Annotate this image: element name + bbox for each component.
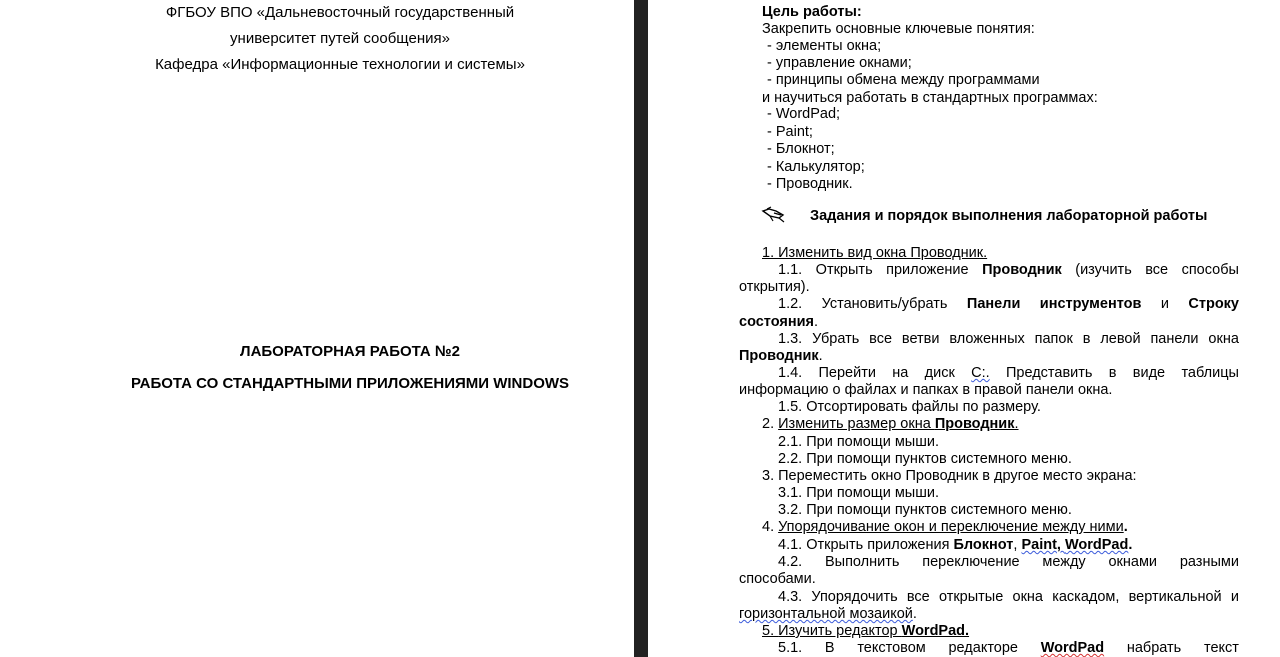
page-separator bbox=[634, 0, 648, 657]
university-name-line1: ФГБОУ ВПО «Дальневосточный государственный bbox=[165, 4, 515, 21]
task-5: 5. Изучить редактор WordPad. bbox=[762, 623, 970, 639]
task-2-1: 2.1. При помощи мыши. bbox=[778, 434, 939, 450]
task-4-1: 4.1. Открыть приложения Блокнот, Paint, WordPad. bbox=[778, 537, 1133, 553]
concept-item: - управление окнами; bbox=[767, 55, 912, 71]
task-1-2-cont: состояния. bbox=[739, 314, 818, 330]
task-5-1: 5.1. В текстовом редакторе WordPad набрать текст bbox=[778, 640, 1239, 656]
apps-intro: и научиться работать в стандартных программах: bbox=[762, 90, 1098, 106]
lab-subtitle: РАБОТА СО СТАНДАРТНЫМИ ПРИЛОЖЕНИЯМИ WINDOWS bbox=[130, 375, 570, 392]
task-3-1: 3.1. При помощи мыши. bbox=[778, 485, 939, 501]
task-3-2: 3.2. При помощи пунктов системного меню. bbox=[778, 502, 1072, 518]
task-2-2: 2.2. При помощи пунктов системного меню. bbox=[778, 451, 1072, 467]
task-1-4-cont: информацию о файлах и папках в правой панели окна. bbox=[739, 382, 1113, 398]
task-2: 2. Изменить размер окна Проводник. bbox=[762, 416, 1019, 432]
task-4: 4. Упорядочивание окон и переключение между ними. bbox=[762, 519, 1128, 535]
goal-intro: Закрепить основные ключевые понятия: bbox=[762, 21, 1035, 37]
task-1: 1. Изменить вид окна Проводник. bbox=[762, 245, 988, 261]
task-1-5: 1.5. Отсортировать файлы по размеру. bbox=[778, 399, 1041, 415]
concept-item: - принципы обмена между программами bbox=[767, 72, 1040, 88]
university-name-line2: университет путей сообщения» bbox=[230, 30, 450, 47]
app-item: - WordPad; bbox=[767, 106, 841, 122]
task-1-1: 1.1. Открыть приложение Проводник (изучить все способы bbox=[778, 262, 1239, 278]
task-3: 3. Переместить окно Проводник в другое место экрана: bbox=[762, 468, 1137, 484]
lab-title: ЛАБОРАТОРНАЯ РАБОТА №2 bbox=[240, 343, 460, 360]
task-1-3-cont: Проводник. bbox=[739, 348, 823, 364]
task-4-3-cont: горизонтальной мозаикой. bbox=[739, 606, 917, 622]
right-page bbox=[648, 0, 1280, 657]
app-item: - Проводник. bbox=[767, 176, 853, 192]
task-1-3: 1.3. Убрать все ветви вложенных папок в левой панели окна bbox=[778, 331, 1239, 347]
writing-hand-icon bbox=[761, 206, 787, 224]
app-item: - Paint; bbox=[767, 124, 813, 140]
left-page bbox=[0, 0, 634, 657]
task-4-2: 4.2. Выполнить переключение между окнами разными bbox=[778, 554, 1239, 570]
task-4-3: 4.3. Упорядочить все открытые окна каскадом, вертикальной и bbox=[778, 589, 1239, 605]
department-name: Кафедра «Информационные технологии и системы» bbox=[155, 56, 525, 73]
task-4-2-cont: способами. bbox=[739, 571, 816, 587]
app-item: - Калькулятор; bbox=[767, 159, 865, 175]
goal-heading: Цель работы: bbox=[762, 4, 862, 20]
task-1-4: 1.4. Перейти на диск С:. Представить в виде таблицы bbox=[778, 365, 1239, 381]
task-1-2: 1.2. Установить/убрать Панели инструментов и Строку bbox=[778, 296, 1239, 312]
task-1-1-cont: открытия). bbox=[739, 279, 810, 295]
tasks-heading: Задания и порядок выполнения лабораторной работы bbox=[810, 208, 1208, 224]
app-item: - Блокнот; bbox=[767, 141, 835, 157]
concept-item: - элементы окна; bbox=[767, 38, 882, 54]
